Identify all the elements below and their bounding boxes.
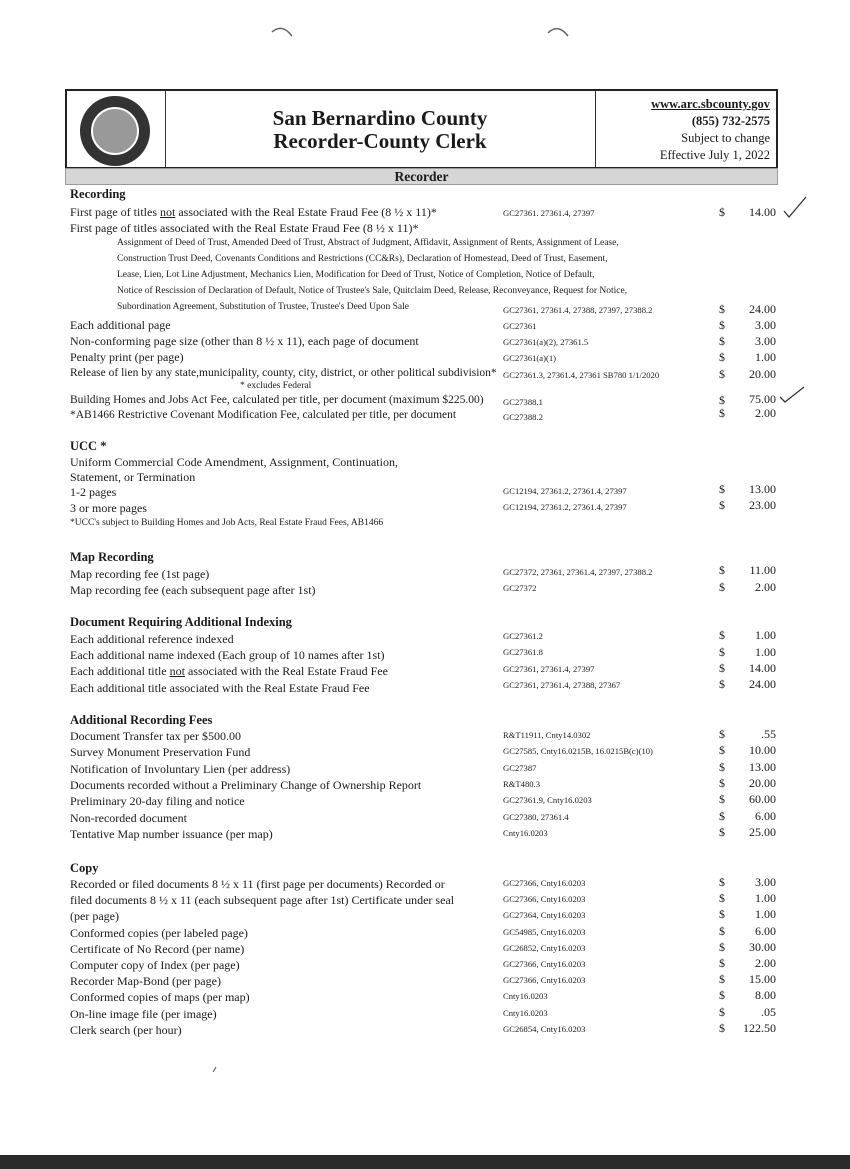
map-heading: Map Recording — [70, 550, 154, 564]
fee-amount: 122.50 — [743, 1020, 776, 1035]
dollar-sign: $ — [719, 808, 725, 823]
dollar-sign: $ — [719, 956, 725, 970]
dollar-sign: $ — [719, 334, 725, 348]
dollar-sign: $ — [719, 775, 725, 790]
effective-date: Effective July 1, 2022 — [659, 148, 770, 162]
fee-amount: 1.00 — [755, 907, 776, 922]
scan-mark-icon — [270, 24, 294, 40]
fee-label: Recorder Map-Bond (per page) — [70, 974, 221, 989]
doc-type-list: Subordination Agreement, Substitution of Trustee, Trustee's Deed Upon Sale — [117, 302, 409, 312]
fee-amount: .55 — [761, 727, 776, 741]
fee-amount: 2.00 — [755, 956, 776, 970]
fee-code: GC27380, 27361.4 — [503, 811, 569, 822]
dollar-sign: $ — [719, 482, 725, 496]
doc-type-list: Notice of Rescission of Declaration of Default, Notice of Trustee's Sale, Quitclaim Deed, Release, Reconveyance, Request for Notice, — [117, 286, 628, 296]
fee-amount: 6.00 — [755, 923, 776, 938]
additional-heading: Additional Recording Fees — [70, 713, 213, 727]
fee-code: GC54985, Cnty16.0203 — [503, 926, 586, 937]
document-header — [65, 89, 778, 169]
dollar-sign: $ — [719, 628, 725, 642]
fee-code: GC27361 — [503, 321, 537, 331]
fee-code: GC27388.2 — [503, 412, 543, 422]
fee-label: Release of lien by any state,municipality, county, city, district, or other political subdivision* — [70, 367, 497, 379]
fee-amount: 14.00 — [749, 205, 776, 219]
fee-amount: 14.00 — [749, 661, 776, 675]
fee-code: GC27361.2 — [503, 631, 543, 641]
fee-label: Conformed copies of maps (per map) — [70, 990, 250, 1005]
scan-mark-icon — [546, 24, 570, 40]
fee-label: Each additional page — [70, 318, 171, 332]
fee-label: Certificate of No Record (per name) — [70, 941, 245, 956]
fee-amount: 30.00 — [749, 939, 776, 954]
fee-amount: 8.00 — [755, 988, 776, 1003]
fee-amount: 15.00 — [749, 972, 776, 987]
dollar-sign: $ — [719, 743, 725, 758]
ucc-heading: UCC * — [70, 439, 107, 453]
fee-label: Penalty print (per page) — [70, 350, 184, 364]
fee-label: Each additional name indexed (Each group of 10 names after 1st) — [70, 648, 385, 662]
dollar-sign: $ — [719, 824, 725, 839]
fee-code: GC27387 — [503, 762, 537, 773]
county-seal-icon — [80, 96, 150, 166]
fee-code: GC27361(a)(2), 27361.5 — [503, 337, 589, 347]
dollar-sign: $ — [719, 302, 725, 316]
section-title: Recorder — [65, 168, 778, 185]
website-link[interactable]: www.arc.sbcounty.gov — [651, 97, 770, 111]
fee-code: GC27372 — [503, 583, 537, 593]
fee-amount: 1.00 — [755, 645, 776, 659]
fee-label: Preliminary 20-day filing and notice — [70, 794, 245, 809]
fee-amount: 24.00 — [749, 302, 776, 316]
fee-code: GC27585, Cnty16.0215B, 16.0215B(c)(10) — [503, 746, 653, 757]
fee-amount: 75.00 — [749, 392, 776, 406]
dollar-sign: $ — [719, 498, 725, 512]
fee-label: 3 or more pages — [70, 501, 147, 515]
dollar-sign: $ — [719, 988, 725, 1003]
fee-code: GC27366, Cnty16.0203 — [503, 959, 586, 969]
fee-code: GC27361.8 — [503, 647, 543, 657]
dollar-sign: $ — [719, 1020, 725, 1035]
fee-code: GC27366, Cnty16.0203 — [503, 894, 586, 905]
subject-note: Subject to change — [681, 131, 770, 145]
fee-label: Each additional title not associated with the Real Estate Fraud Fee — [70, 664, 388, 678]
fee-label: Clerk search (per hour) — [70, 1022, 182, 1037]
fee-code: GC27372, 27361, 27361.4, 27397, 27388.2 — [503, 567, 653, 577]
fee-label: Each additional title associated with the Real Estate Fraud Fee — [70, 681, 370, 695]
dollar-sign: $ — [719, 792, 725, 807]
checkmark-icon — [782, 195, 808, 219]
seal-box — [67, 91, 166, 167]
fee-label: Computer copy of Index (per page) — [70, 958, 240, 972]
dollar-sign: $ — [719, 205, 725, 219]
fee-amount: 1.00 — [755, 628, 776, 642]
fee-label: Each additional reference indexed — [70, 632, 234, 646]
fee-label: Document Transfer tax per $500.00 — [70, 729, 241, 743]
fee-code: GC12194, 27361.2, 27361.4, 27397 — [503, 502, 627, 512]
agency-line-1: San Bernardino County — [272, 106, 488, 130]
fee-label: Survey Monument Preservation Fund — [70, 745, 251, 760]
fee-note: * excludes Federal — [240, 381, 312, 391]
fee-amount: .05 — [761, 1004, 776, 1019]
agency-line-2: Recorder-County Clerk — [273, 129, 487, 153]
fee-label: First page of titles not associated with the Real Estate Fraud Fee (8 ½ x 11)* — [70, 205, 437, 219]
fee-label: Notification of Involuntary Lien (per address) — [70, 761, 291, 776]
fee-code: GC27366, Cnty16.0203 — [503, 878, 586, 888]
fee-label: Building Homes and Jobs Act Fee, calculated per title, per document (maximum $225.00) — [70, 394, 484, 406]
fee-code: Cnty16.0203 — [503, 827, 548, 838]
ucc-description: Uniform Commercial Code Amendment, Assignment, Continuation, — [70, 455, 398, 469]
phone-number: (855) 732-2575 — [691, 114, 770, 128]
agency-name — [167, 107, 593, 153]
dollar-sign: $ — [719, 318, 725, 332]
fee-amount: 23.00 — [749, 498, 776, 512]
fee-label: Documents recorded without a Preliminary Change of Ownership Report — [70, 777, 422, 792]
indexing-heading: Document Requiring Additional Indexing — [70, 615, 292, 629]
fee-label: First page of titles associated with the Real Estate Fraud Fee (8 ½ x 11)* — [70, 221, 419, 235]
dollar-sign: $ — [719, 972, 725, 987]
fee-amount: 24.00 — [749, 677, 776, 691]
fee-amount: 2.00 — [755, 406, 776, 420]
fee-code: GC27366, Cnty16.0203 — [503, 975, 586, 986]
fee-amount: 1.00 — [755, 891, 776, 906]
fee-amount: 20.00 — [749, 367, 776, 381]
fee-amount: 25.00 — [749, 824, 776, 839]
fee-code: R&T11911, Cnty14.0302 — [503, 730, 591, 740]
fee-code: GC27361. 27361.4, 27397 — [503, 208, 595, 218]
fee-code: GC26854, Cnty16.0203 — [503, 1023, 586, 1034]
doc-type-list: Assignment of Deed of Trust, Amended Deed of Trust, Abstract of Judgment, Affidavit, Assignment of Rents, Assignment of Lease, — [117, 238, 619, 248]
dollar-sign: $ — [719, 406, 725, 420]
dollar-sign: $ — [719, 875, 725, 889]
page-edge — [0, 1155, 850, 1169]
doc-type-list: Construction Trust Deed, Covenants Conditions and Restrictions (CC&Rs), Declaration of Homestead, Deed of Trust, Easement, — [117, 254, 608, 264]
dollar-sign: $ — [719, 393, 725, 407]
fee-amount: 13.00 — [749, 759, 776, 774]
fee-amount: 11.00 — [749, 563, 776, 577]
fee-amount: 13.00 — [749, 482, 776, 496]
fee-label: Non-conforming page size (other than 8 ½ x 11), each page of document — [70, 334, 419, 348]
ucc-note: *UCC's subject to Building Homes and Job Acts, Real Estate Fraud Fees, AB1466 — [70, 518, 384, 528]
recording-heading: Recording — [70, 187, 126, 201]
fee-amount: 1.00 — [755, 350, 776, 364]
fee-code: GC27361, 27361.4, 27388, 27397, 27388.2 — [503, 305, 653, 315]
fee-code: Cnty16.0203 — [503, 991, 548, 1002]
fee-label: Conformed copies (per labeled page) — [70, 925, 248, 940]
contact-box — [595, 91, 776, 167]
fee-label: 1-2 pages — [70, 485, 117, 499]
dollar-sign: $ — [719, 367, 725, 381]
fee-code: GC12194, 27361.2, 27361.4, 27397 — [503, 486, 627, 496]
fee-label: On-line image file (per image) — [70, 1006, 217, 1021]
dollar-sign: $ — [719, 759, 725, 774]
fee-code: Cnty16.0203 — [503, 1007, 548, 1018]
dollar-sign: $ — [719, 727, 725, 741]
fee-code: GC27361.9, Cnty16.0203 — [503, 795, 592, 806]
fee-amount: 3.00 — [755, 334, 776, 348]
fee-amount: 60.00 — [749, 792, 776, 807]
checkmark-icon — [778, 385, 806, 405]
dollar-sign: $ — [719, 1004, 725, 1019]
fee-code: GC27364, Cnty16.0203 — [503, 910, 586, 921]
copy-heading: Copy — [70, 861, 99, 875]
fee-amount: 3.00 — [755, 875, 776, 889]
dollar-sign: $ — [719, 563, 725, 577]
fee-label: (per page) — [70, 909, 119, 924]
fee-label: Tentative Map number issuance (per map) — [70, 826, 273, 841]
fee-code: GC27361(a)(1) — [503, 353, 556, 363]
ucc-description: Statement, or Termination — [70, 470, 196, 484]
scan-mark-icon — [212, 1065, 218, 1073]
dollar-sign: $ — [719, 923, 725, 938]
fee-code: GC26852, Cnty16.0203 — [503, 942, 586, 953]
dollar-sign: $ — [719, 891, 725, 906]
dollar-sign: $ — [719, 907, 725, 922]
dollar-sign: $ — [719, 677, 725, 691]
fee-code: GC27388.1 — [503, 397, 543, 407]
fee-label: Map recording fee (1st page) — [70, 567, 210, 581]
dollar-sign: $ — [719, 661, 725, 675]
fee-label: filed documents 8 ½ x 11 (each subsequent page after 1st) Certificate under seal — [70, 893, 455, 908]
fee-code: GC27361, 27361.4, 27397 — [503, 664, 595, 674]
fee-amount: 3.00 — [755, 318, 776, 332]
dollar-sign: $ — [719, 645, 725, 659]
fee-label: Non-recorded document — [70, 810, 187, 825]
dollar-sign: $ — [719, 580, 725, 594]
doc-type-list: Lease, Lien, Lot Line Adjustment, Mechanics Lien, Modification for Deed of Trust, Notice of Completion, Notice of Default, — [117, 270, 595, 280]
fee-code: GC27361, 27361.4, 27388, 27367 — [503, 680, 621, 690]
fee-amount: 6.00 — [755, 808, 776, 823]
fee-amount: 20.00 — [749, 775, 776, 790]
fee-code: GC27361.3, 27361.4, 27361 SB780 1/1/2020 — [503, 370, 660, 380]
fee-amount: 10.00 — [749, 743, 776, 758]
dollar-sign: $ — [719, 939, 725, 954]
fee-code: R&T480.3 — [503, 778, 541, 789]
dollar-sign: $ — [719, 350, 725, 364]
fee-label: *AB1466 Restrictive Covenant Modification Fee, calculated per title, per document — [70, 409, 457, 421]
fee-label: Map recording fee (each subsequent page after 1st) — [70, 583, 316, 597]
fee-amount: 2.00 — [755, 580, 776, 594]
fee-label: Recorded or filed documents 8 ½ x 11 (first page per documents) Recorded or — [70, 877, 445, 891]
